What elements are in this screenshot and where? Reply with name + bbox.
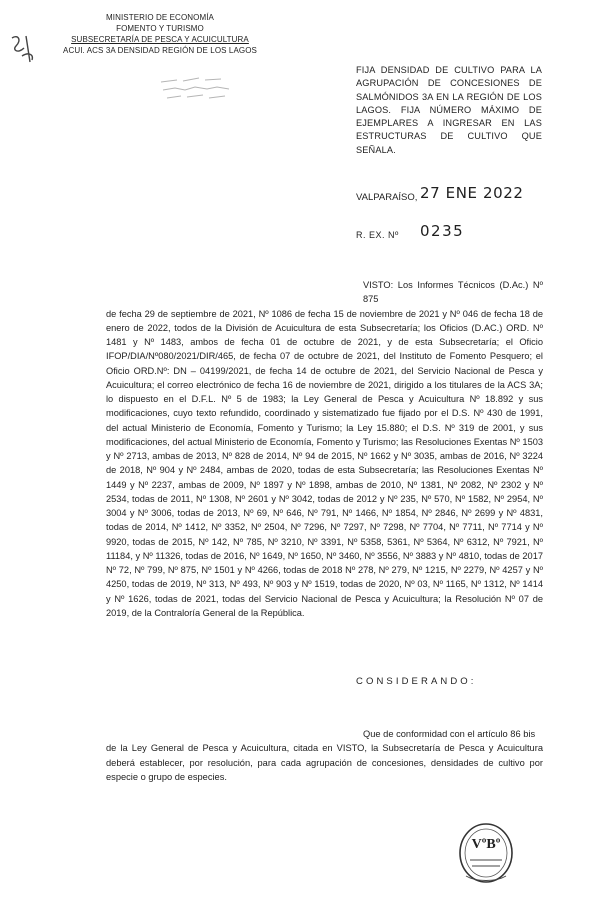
ministry-name-cont: FOMENTO Y TURISMO [116, 24, 204, 33]
considerando-lead: Que de conformidad con el artículo 86 bis [363, 729, 536, 739]
resolution-number-line [356, 222, 556, 244]
date-stamp: 27 ENE 2022 [420, 184, 524, 202]
approval-stamp-label: VºBº [471, 837, 501, 852]
faded-stamp [155, 72, 241, 108]
considerando-body-text: de la Ley General de Pesca y Acuicultura, citada en VISTO, la Subsecretaría de Pesca y Acuicultura deberá establecer, por resolución, para cada agrupación de concesiones, densidades de cultivo por especie o grupo de especies. [106, 743, 543, 782]
subsecretaria-name: SUBSECRETARÍA DE PESCA Y ACUICULTURA [71, 35, 249, 44]
visto-lead: VISTO: Los Informes Técnicos (D.Ac.) Nº 875 [363, 280, 543, 305]
ministry-name: MINISTERIO DE ECONOMÍA [106, 13, 214, 22]
considerando-section [106, 727, 543, 784]
resolution-number-label: R. EX. Nº [356, 230, 399, 240]
considerando-heading: CONSIDERANDO: [356, 676, 477, 687]
approval-stamp [456, 820, 516, 886]
resolution-number: 0235 [420, 222, 465, 240]
visto-body: de fecha 29 de septiembre de 2021, Nº 1086 de fecha 15 de noviembre de 2021 y Nº 046 de fecha 18 de enero de 2022, todos de la División de Acuicultura de esta Subsecretaría; los Oficios (D.AC.) ORD. Nº 1481 y Nº 1483, ambos de fecha 01 de octubre de 2021, y de esta Subsecretaría; el Oficio IFOP/DIA/Nº080/2021/DIR/465, de fecha 07 de octubre de 2021, del Instituto de Fomento Pesquero; el Oficio ORD.Nº: DN – 04199/2021, de fecha 14 de octubre de 2021, del Servicio Nacional de Pesca y Acuicultura; el correo electrónico de fecha 16 de noviembre de 2021, dirigido a los titulares de la ACS 3A; lo dispuesto en el D.F.L. Nº 5 de 1983; la Ley General de Pesca y Acuicultura Nº 18.892 y sus modificaciones, cuyo texto refundido, coordinado y sistematizado fue fijado por el D.S. Nº 430 de 1991, del actual Ministerio de Economía, Fomento y Turismo; la Ley 15.880; el D.S. Nº 319 de 2001, y sus modificaciones, del actual Ministerio de Economía, Fomento y Turismo; las Resoluciones Exentas Nº 1503 y Nº 2713, ambas de 2013, Nº 828 de 2014, Nº 94 de 2015, Nº 1662 y Nº 3035, ambas de 2016, Nº 3224 de 2018, Nº 904 y Nº 2484, ambas de 2020, todas de esta Subsecretaría; las Resoluciones Exentas Nº 1449 y Nº 2237, ambas de 2009, Nº 1897 y Nº 1898, ambas de 2010, Nº 1381, Nº 2082, Nº 2302 y Nº 2534, todas de 2011, Nº 1308, Nº 2601 y Nº 3042, todas de 2012 y Nº 235, Nº 570, Nº 1582, Nº 2954, Nº 3004 y Nº 3006, todas de 2013, Nº 69, Nº 646, Nº 791, Nº 1466, Nº 1854, Nº 2846, Nº 2699 y Nº 4831, todas de 2014, Nº 1412, Nº 3352, Nº 2504, Nº 7296, Nº 7297, Nº 7298, Nº 7704, Nº 7711, Nº 7714 y Nº 9920, todas de 2015, Nº 142, Nº 785, Nº 3210, Nº 3391, Nº 5358, 5361, Nº 5364, Nº 6312, Nº 7921, Nº 11184, y Nº 11326, todas de 2016, Nº 1649, Nº 1650, Nº 3460, Nº 3556, Nº 3883 y Nº 4810, todas de 2017 Nº 72, Nº 799, Nº 875, Nº 1501 y Nº 4266, todas de 2018 Nº 278, Nº 279, Nº 1215, Nº 2279, Nº 4257 y Nº 4250, todas de 2019, Nº 313, Nº 493, Nº 903 y Nº 1519, todas de 2020, Nº 03, Nº 1165, Nº 1312, Nº 1414 y Nº 1626, todas de 2021, todas del Servicio Nacional de Pesca y Acuicultura; la Resolución Nº 07 de 2019, de la Contraloría General de la República. [106, 308, 543, 618]
file-reference: ACUI. ACS 3A DENSIDAD REGIÓN DE LOS LAGOS [63, 46, 257, 55]
ministry-header [60, 12, 260, 56]
date-line [356, 184, 576, 206]
date-label: VALPARAÍSO, [356, 192, 418, 203]
handwritten-initials [8, 32, 38, 66]
visto-section [106, 278, 543, 620]
resolution-summary: FIJA DENSIDAD DE CULTIVO PARA LA AGRUPACIÓN DE CONCESIONES DE SALMÓNIDOS 3A EN LA REGIÓN DE LOS LAGOS. FIJA NÚMERO MÁXIMO DE EJEMPLARES A INGRESAR EN LAS ESTRUCTURAS DE CULTIVO QUE SEÑALA. [356, 65, 542, 155]
